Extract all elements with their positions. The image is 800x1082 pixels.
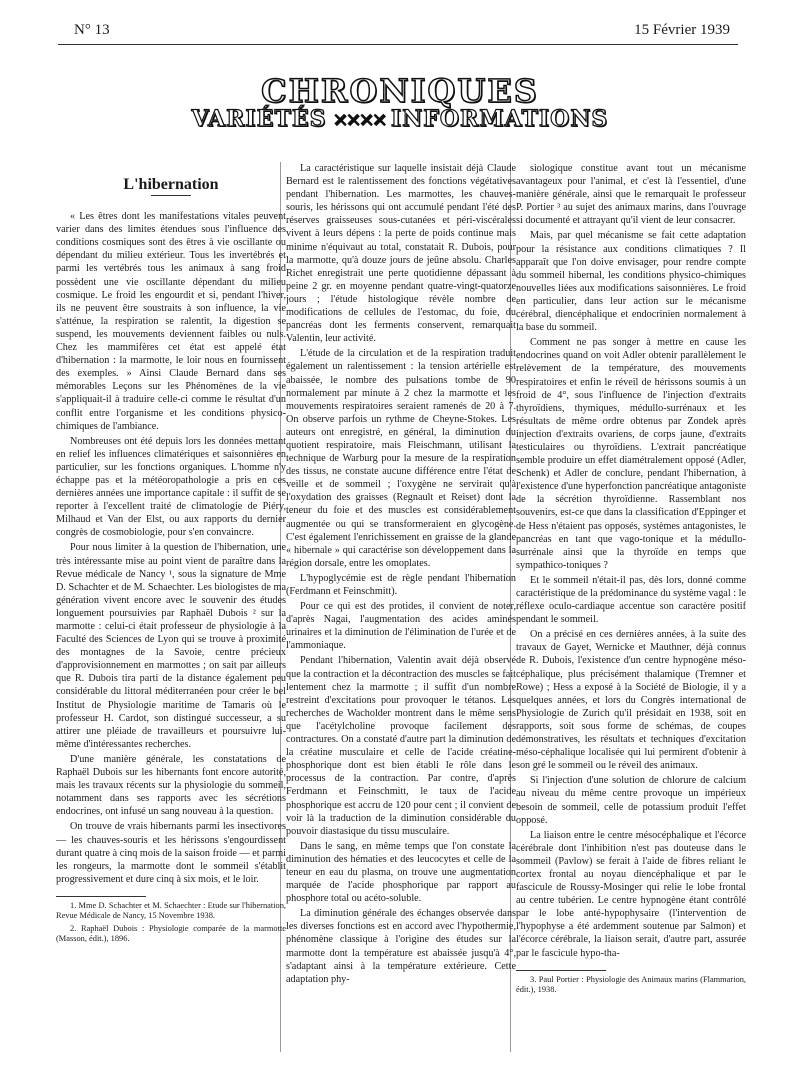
paragraph: Et le sommeil n'était-il pas, dès lors, donné comme caractéristique de la prédominance du système vagal : le réflexe oculo-cardiaque accentue son caractère positif pendant le sommeil. [516, 574, 746, 626]
column-2 [286, 162, 516, 988]
paragraph: siologique constitue avant tout un mécanisme avantageux pour l'animal, et c'est là l'essentiel, d'une manière générale, ainsi que le remarquait le professeur P. Portier ³ au sujet des animaux marins, dans l'ouvrage si documenté et attrayant qu'il vient de leur consacrer. [516, 163, 746, 227]
paragraph: On a précisé en ces dernières années, à la suite des travaux de Gayet, Wernicke et Mauthner, déjà connus de R. Dubois, l'existence d'un centre hypnogène méso-céphalique, plus précisément thalamique (Tremner et Rowe) ; Hess a exposé à la Société de Biologie, il y a quelques années, et lors du Congrès international de Physiologie de Zurich qu'il présidait en 1938, soit en rapports, soit sous forme de schémas, de coupes démonstratives, les résultats et techniques d'excitation méso-céphalique localisée qui lui permirent d'obtenir à son gré le sommeil ou le réveil des animaux. [516, 629, 746, 772]
title-rule [151, 195, 191, 196]
paragraph: Si l'injection d'une solution de chlorure de calcium au niveau du même centre provoque un impérieux besoin de sommeil, celle de potassium produit l'effet opposé. [516, 775, 746, 826]
footnote-rule [516, 970, 606, 971]
masthead-subtitle [0, 106, 800, 132]
footnote: 2. Raphaël Dubois : Physiologie comparée de la marmotte (Masson, édit.), 1896. [56, 923, 286, 944]
paragraph: Pendant l'hibernation, Valentin avait déjà observé que la contraction et la décontraction des muscles se fait lentement chez la marmotte ; il suffit d'un nombre restreint d'excitations pour provoquer le tétanos. Les recherches de Wacholder montrent dans le même sens que l'acétylcholine provoque facilement des contractures. On a constaté d'autre part la diminution de la créatine musculaire et celle de l'acide créatine-phosphorique dont est bien établi le rôle dans le processus de la contraction. Par contre, d'après Ferdmann et Feinschmitt, le taux de l'acide phosphorique est accru de 120 pour cent ; il convient de voir là la traduction de la diminution considérable du pouvoir diastasique du tissu musculaire. [286, 655, 516, 837]
column-3 [516, 162, 746, 998]
paragraph: Comment ne pas songer à mettre en cause les endocrines quand on voit Adler obtenir parallèlement le relèvement de la température, des mouvements respiratoires et enfin le réveil de hérissons soumis à un froid de 4°, sous l'influence de l'injection d'extraits thyroïdiens, thymiques, médullo-surrénaux et les résultats de même ordre obtenus par Zondek après injection d'extraits ovariens, de corps jaune, d'extraits testiculaires ou thyroïdiens. L'extrait pancréatique semble produire un effet diamétralement opposé (Adler, Schenk) et Adler de conclure, pendant l'hibernation, à l'existence d'une hyperfonction pancréatique antagoniste de la sécrétion thyroïdienne. Rassemblant nos souvenirs, est-ce que dans la classification d'Eppinger et de Hess n'étaient pas opposés, systèmes antagonistes, le pancréas en tant que vago-tonique et la médullo-surrénale ainsi que la thyroïde en temps que sympathico-toniques ? [516, 337, 746, 571]
paragraph: L'étude de la circulation et de la respiration traduit également un ralentissement : la tension artérielle est abaissée, le nombre des pulsations tombe de 90 normalement par minute à 2 chez la marmotte et les mouvements respiratoires seraient ramenés de 20 à 7. On observe parfois un rythme de Cheyne-Stokes. Les auteurs ont enregistré, en général, la diminution du quotient respiratoire, mais Fleischmann, utilisant la technique de Warburg pour la mesure de la respiration des tissus, ne constate aucune différence entre l'état de veille et de sommeil ; l'oxygène ne servirait qu'à l'oxydation des graisses (Regnault et Reiset) dont la teneur du foie et des muscles est considérablement augmentée ou qui se transformeraient en glycogène. C'est également l'enrichissement en graisse de la glande « hibernale » qui caractérise son développement dans la région dorsale, entre les omoplates. [286, 348, 516, 569]
masthead-title: CHRONIQUES [261, 72, 539, 110]
paragraph: Pour nous limiter à la question de l'hibernation, une très intéressante mise au point vient de paraître dans la Revue médicale de Nancy ¹, sous la signature de Mme D. Schachter et de M. Schaechter. Les biologistes de ma génération vivent encore avec le souvenir des études longuement poursuivies par Raphaël Dubois ² sur la marmotte : celui-ci était professeur de physiologie à la Faculté des Sciences de Lyon qui se trouve à proximité des montagnes de la Savoie, centre précieux d'approvisionnement en marmottes ; on sait par ailleurs que R. Dubois tira parti de la distance également peu considérable du littoral méditerranéen pour créer le bel Institut de Physiologie maritime de Tamaris où le professeur H. Cardot, son distingué successeur, a su attirer une pléiade de travailleurs et poursuivre lui-même d'intéressantes recherches. [56, 542, 286, 750]
masthead-subtitle-right: INFORMATIONS [390, 106, 609, 132]
paragraph: On trouve de vrais hibernants parmi les insectivores — les chauves-souris et les hérissons s'engourdissent durant quatre à cinq mois de la saison froide — et parmi les rongeurs, la marmotte dont le sommeil s'établit progressivement et dure cinq à six mois, et le loir. [56, 821, 286, 885]
paragraph: Pour ce qui est des protides, il convient de noter, d'après Nagai, l'augmentation des acides aminés urinaires et la diminution de l'élimination de l'urée et de l'ammoniaque. [286, 601, 516, 652]
paragraph: L'hypoglycémie est de règle pendant l'hibernation (Ferdmann et Feinschmitt). [286, 572, 516, 597]
paragraph: La liaison entre le centre mésocéphalique et l'écorce cérébrale dont l'inhibition n'est pas douteuse dans le sommeil (Pavlow) se ferait à l'aide de fibres reliant le cortex frontal au noyau diencéphalique et par le fascicule de Roussy-Mosinger qui relie le lobe frontal au centre tubérien. Le centre hypnogène étant contrôlé par le lobe anté-hypophysaire (l'intervention de l'hypophyse a été ardemment soutenue par Salmon) et l'écorce cérébrale, la liaison serait, d'autre part, assurée par le fascicule hypo-tha- [516, 829, 746, 959]
paragraph: D'une manière générale, les constatations de Raphaël Dubois sur les hibernants font encore autorité, mais les travaux récents sur la physiologie du sommeil, notamment dans ses rapports avec les sécrétions endocrines, ont infusé un sang nouveau à la question. [56, 753, 286, 818]
header-rule [58, 44, 738, 45]
paragraph: Nombreuses ont été depuis lors les données mettant en relief les influences climatériques et saisonnières en particulier, sur les fonctions organiques. L'homme n'y échappe pas et la météoropathologie a pris en ces dernières années une importance capitale : il suffit de se reporter à l'excellent traité de climatologie de Piéry, Milhaud et Van der Elst, ou aux rapports du dernier congrès de cosmobiologie, pour s'en convaincre. [56, 435, 286, 539]
paragraph: « Les êtres dont les manifestations vitales peuvent varier dans des limites étendues sous l'influence des conditions cosmiques sont des êtres à vie oscillante ou dépendant du milieu extérieur. Tous les invertébrés et parmi les vertébrés tous les animaux à sang froid possèdent une vie oscillante dépendant du milieu cosmique. Le froid les engourdit et si, pendant l'hiver, ils ne peuvent être soustraits à son influence, la vie s'atténue, la respiration se ralentit, la digestion se suspend, les mouvements deviennent faibles ou nuls. Chez les mammifères cet état est appelé état d'hibernation : la marmotte, le loir nous en fournissent des exemples. » Ainsi Claude Bernard dans ses mémorables Leçons sur les Phénomènes de la vie s'appliquait-il à traduire celle-ci comme le résultat d'un conflit entre l'organisme et les conditions physico-chimiques de l'ambiance. [56, 211, 286, 432]
issue-number: N° 13 [74, 22, 110, 38]
issue-date: 15 Février 1939 [634, 22, 730, 38]
paragraph: Mais, par quel mécanisme se fait cette adaptation pour la résistance aux conditions climatiques ? Il apparaît que l'on doive envisager, pour rendre compte du sommeil hibernal, les conditions physico-chimiques nouvelles liées aux modifications saisonnières. Le froid en particulier, dans leur action sur le mécanisme cérébral, diencéphalique et endocrinien normalement à la base du sommeil. [516, 230, 746, 334]
masthead-subtitle-left: VARIÉTÉS [191, 106, 327, 132]
paragraph: Dans le sang, en même temps que l'on constate la diminution des hématies et des leucocytes et celle de la teneur en eau du plasma, on trouve une augmentation marquée de l'acide phosphorique par rapport au phosphore total ou acéto-soluble. [286, 840, 516, 905]
footnote: 3. Paul Portier : Physiologie des Animaux marins (Flammarion, édit.), 1938. [516, 974, 746, 995]
paragraph: La diminution générale des échanges observée dans les diverses fonctions est en accord avec l'hypothermie, phénomène classique à l'origine des études sur la marmotte dont la température est abaissée jusqu'à 4°, s'adaptant ainsi à la température extérieure. Cette adaptation phy- [286, 908, 516, 985]
masthead-ornament: ✕✕✕✕ [332, 110, 385, 131]
article-title: L'hibernation [123, 176, 219, 193]
column-1 [56, 168, 286, 947]
footnote: 1. Mme D. Schachter et M. Schaechter : Etude sur l'hibernation, Revue Médicale de Nancy, 15 Novembre 1938. [56, 900, 286, 921]
paragraph: La caractéristique sur laquelle insistait déjà Claude Bernard est le ralentissement des fonctions végétatives pendant l'hibernation. Les marmottes, les chauves-souris, les hérissons qui ont accumulé pendant l'été des réserves graisseuses sous-cutanées et péri-viscérales vivent à leurs dépens : la perte de poids continue mais minime n'équivaut au total, constatait R. Dubois, pour la marmotte, qu'à douze jours de jeûne absolu. Charles Richet enregistrait une perte quotidienne dépassant à peine 2 gr. en moyenne pendant quatre-vingt-quatorze jours ; l'étude histologique révèle nombre de modifications de cellules de l'estomac, du foie, du pancréas dont les ferments conservent, remarquait Valentin, leur activité. [286, 163, 516, 345]
footnote-rule [56, 896, 146, 897]
